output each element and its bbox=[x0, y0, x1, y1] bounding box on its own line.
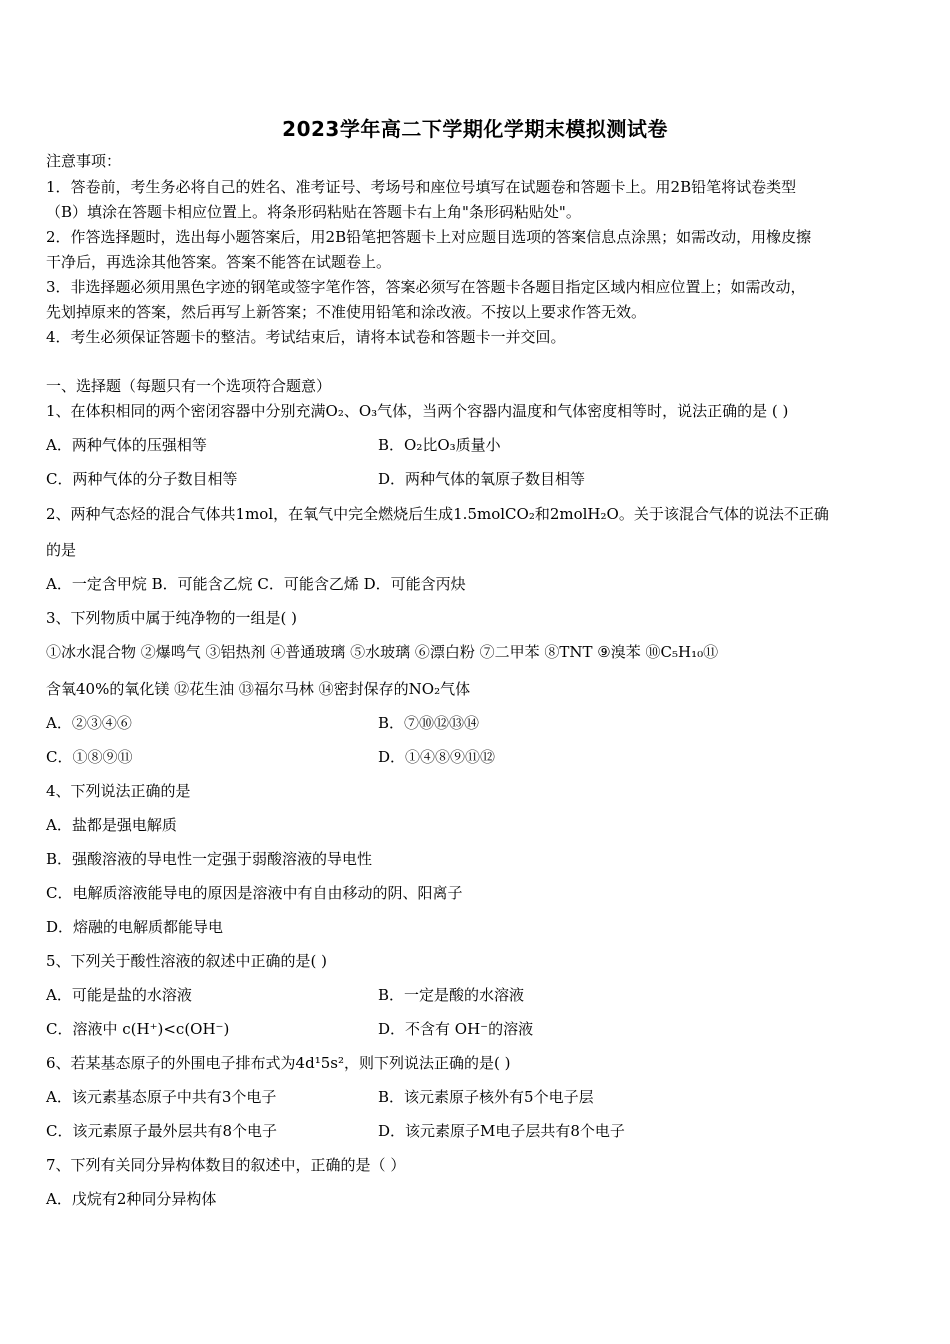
page-title: 2023学年高二下学期化学期末模拟测试卷 bbox=[282, 117, 668, 141]
q3-items: ①冰水混合物 ②爆鸣气 ③铝热剂 ④普通玻璃 ⑤水玻璃 ⑥漂白粉 ⑦二甲苯 ⑧TNT ⑨溴苯 ⑩C₅H₁₀⑪ bbox=[46, 643, 719, 661]
notice-heading: 注意事项： bbox=[46, 152, 122, 170]
q3-option-d: D．①④⑧⑨⑪⑫ bbox=[378, 748, 496, 766]
q6-stem: 6、若某基态原子的外围电子排布式为4d¹5s²，则下列说法正确的是( ) bbox=[46, 1054, 511, 1072]
notice-line: 先划掉原来的答案，然后再写上新答案；不准使用铅笔和涂改液。不按以上要求作答无效。 bbox=[46, 303, 647, 321]
q6-option-b: B．该元素原子核外有5个电子层 bbox=[378, 1088, 594, 1106]
notice-line: （B）填涂在答题卡相应位置上。将条形码粘贴在答题卡右上角"条形码粘贴处"。 bbox=[46, 203, 581, 221]
q3-option-a: A．②③④⑥ bbox=[46, 714, 132, 732]
q1-stem: 1、在体积相同的两个密闭容器中分别充满O₂、O₃气体，当两个容器内温度和气体密度相等时，说法正确的是 ( ) bbox=[46, 402, 789, 420]
q1-option-d: D．两种气体的氧原子数目相等 bbox=[378, 470, 586, 488]
q4-option-b: B．强酸溶液的导电性一定强于弱酸溶液的导电性 bbox=[46, 850, 373, 868]
q3-option-b: B．⑦⑩⑫⑬⑭ bbox=[378, 714, 480, 732]
q2-stem: 2、两种气态烃的混合气体共1mol，在氧气中完全燃烧后生成1.5molCO₂和2molH₂O。关于该混合气体的说法不正确 bbox=[46, 505, 829, 523]
q7-stem: 7、下列有关同分异构体数目的叙述中，正确的是（ ） bbox=[46, 1156, 406, 1174]
q7-option-a: A．戊烷有2种同分异构体 bbox=[46, 1190, 217, 1208]
q6-option-c: C．该元素原子最外层共有8个电子 bbox=[46, 1122, 278, 1140]
q3-option-c: C．①⑧⑨⑪ bbox=[46, 748, 133, 766]
q6-option-a: A．该元素基态原子中共有3个电子 bbox=[46, 1088, 277, 1106]
section-heading: 一、选择题（每题只有一个选项符合题意） bbox=[46, 377, 332, 395]
q5-option-a: A．可能是盐的水溶液 bbox=[46, 986, 192, 1004]
q1-option-c: C．两种气体的分子数目相等 bbox=[46, 470, 238, 488]
notice-line: 干净后，再选涂其他答案。答案不能答在试题卷上。 bbox=[46, 253, 392, 271]
q5-option-b: B．一定是酸的水溶液 bbox=[378, 986, 525, 1004]
q6-option-d: D．该元素原子M电子层共有8个电子 bbox=[378, 1122, 625, 1140]
notice-line: 4．考生必须保证答题卡的整洁。考试结束后，请将本试卷和答题卡一并交回。 bbox=[46, 328, 566, 346]
q4-option-a: A．盐都是强电解质 bbox=[46, 816, 177, 834]
notice-line: 1．答卷前，考生务必将自己的姓名、准考证号、考场号和座位号填写在试题卷和答题卡上。用2B铅笔将试卷类型 bbox=[46, 178, 797, 196]
q4-option-c: C．电解质溶液能导电的原因是溶液中有自由移动的阴、阳离子 bbox=[46, 884, 463, 902]
q4-option-d: D．熔融的电解质都能导电 bbox=[46, 918, 224, 936]
q2-options: A．一定含甲烷 B．可能含乙烷 C．可能含乙烯 D．可能含丙炔 bbox=[46, 575, 466, 593]
q5-stem: 5、下列关于酸性溶液的叙述中正确的是( ) bbox=[46, 952, 328, 970]
q4-stem: 4、下列说法正确的是 bbox=[46, 782, 191, 800]
q3-items-continued: 含氧40%的氧化镁 ⑫花生油 ⑬福尔马林 ⑭密封保存的NO₂气体 bbox=[46, 680, 471, 698]
q5-option-c: C．溶液中 c(H⁺)<c(OH⁻) bbox=[46, 1020, 230, 1038]
q1-option-a: A．两种气体的压强相等 bbox=[46, 436, 207, 454]
notice-line: 2．作答选择题时，选出每小题答案后，用2B铅笔把答题卡上对应题目选项的答案信息点涂黑；如需改动，用橡皮擦 bbox=[46, 228, 812, 246]
q3-stem: 3、下列物质中属于纯净物的一组是( ) bbox=[46, 609, 298, 627]
q2-stem-continued: 的是 bbox=[46, 541, 77, 559]
notice-line: 3．非选择题必须用黑色字迹的钢笔或签字笔作答，答案必须写在答题卡各题目指定区域内相应位置上；如需改动， bbox=[46, 278, 806, 296]
q1-option-b: B．O₂比O₃质量小 bbox=[378, 436, 501, 454]
q5-option-d: D．不含有 OH⁻的溶液 bbox=[378, 1020, 534, 1038]
